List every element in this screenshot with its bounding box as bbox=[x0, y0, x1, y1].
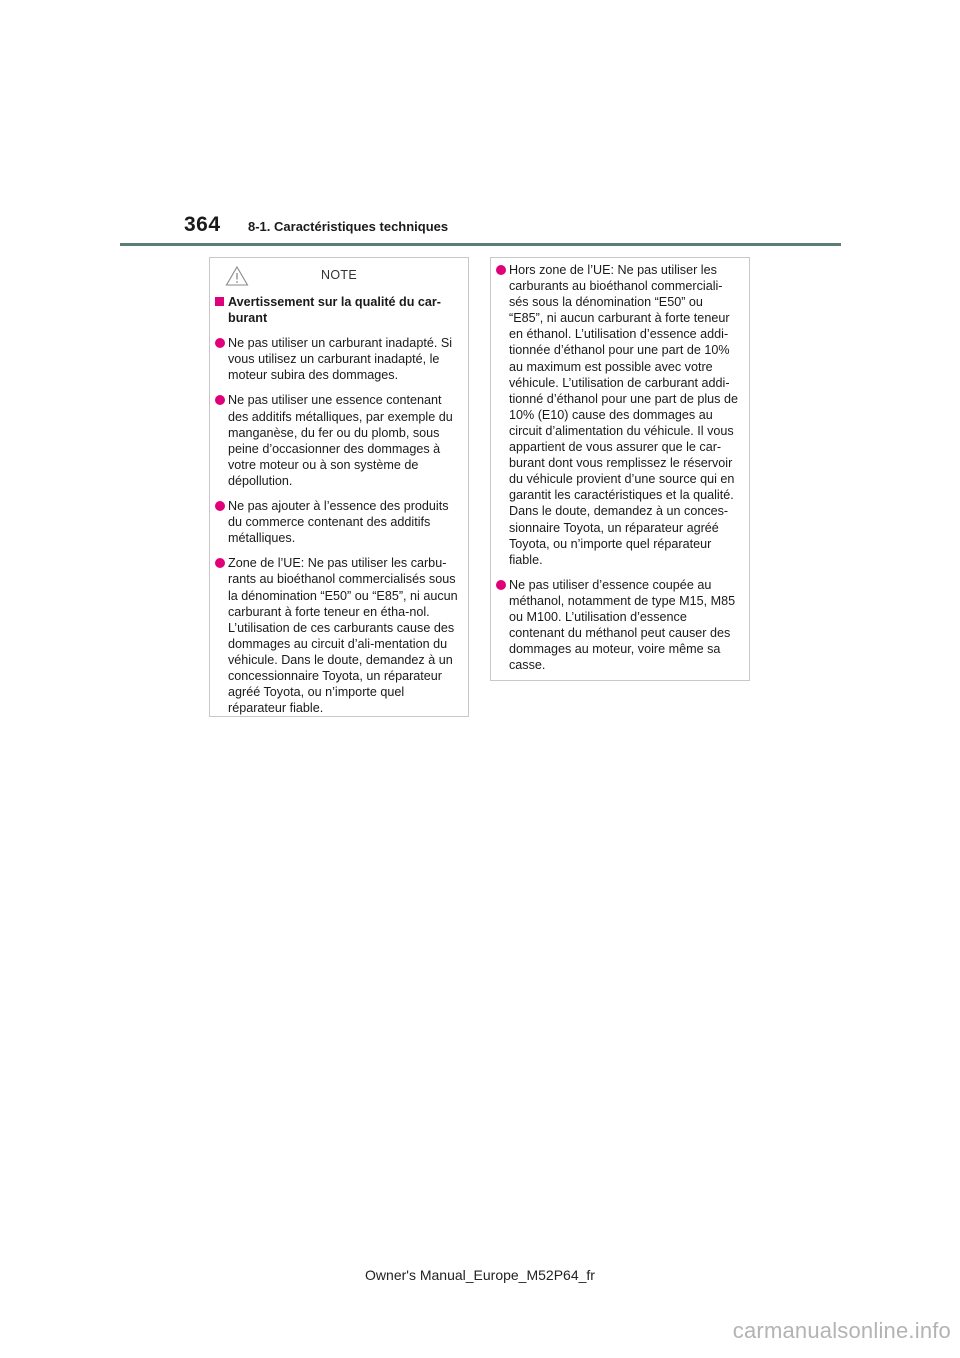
note-body-right bbox=[495, 262, 739, 682]
square-bullet-icon bbox=[215, 297, 224, 306]
note-box-right bbox=[490, 257, 750, 681]
note-box-left bbox=[209, 257, 469, 717]
list-item-text: Hors zone de l’UE: Ne pas utiliser les carburants au bioéthanol commerciali-sés sous la dénomination “E50” ou “E85”, ni aucun carburant à forte teneur en éthanol. L’utilisation d’essence addi-tionnée d’éthanol pour une part de 10% au maximum est possible avec votre véhicule. L’utilisation de carburant addi-tionné d’éthanol pour une part de plus de 10% (E10) cause des dommages au circuit d’alimentation du véhicule. Il vous appartient de vous assurer que le car-burant dont vous remplissez le réservoir du véhicule provient d’une source qui en garantit les caractéristiques et la qualité. Dans le doute, demandez à un conces-sionnaire Toyota, un réparateur agréé Toyota, ou n’importe quel réparateur fiable. bbox=[509, 263, 738, 567]
page-number: 364 bbox=[184, 213, 221, 236]
list-item-text: Ne pas utiliser d’essence coupée au méthanol, notamment de type M15, M85 ou M100. L’utilisation d’essence contenant du méthanol peut causer des dommages au moteur, voire même sa casse. bbox=[509, 577, 736, 673]
circle-bullet-icon bbox=[496, 265, 506, 275]
list-item bbox=[214, 335, 458, 383]
warning-triangle-icon bbox=[225, 265, 249, 287]
note-label: NOTE bbox=[321, 268, 357, 282]
circle-bullet-icon bbox=[496, 580, 506, 590]
circle-bullet-icon bbox=[215, 558, 225, 568]
list-item bbox=[214, 555, 458, 716]
circle-bullet-icon bbox=[215, 501, 225, 511]
list-item-text: Ne pas utiliser une essence contenant des additifs métalliques, par exemple du manganèse, du fer ou du plomb, sous peine d’occasionner des dommages à votre moteur ou à son système de dépollution. bbox=[228, 393, 453, 488]
note-heading-text: Avertissement sur la qualité du car-burant bbox=[228, 295, 441, 326]
list-item-text: Ne pas ajouter à l’essence des produits du commerce contenant des additifs métalliques. bbox=[228, 499, 449, 546]
watermark: carmanualsonline.info bbox=[732, 1318, 951, 1343]
circle-bullet-icon bbox=[215, 338, 225, 348]
list-item bbox=[214, 392, 458, 489]
list-item bbox=[495, 262, 739, 568]
section-title: 8-1. Caractéristiques techniques bbox=[248, 219, 449, 234]
list-item-text: Zone de l’UE: Ne pas utiliser les carbu-rants au bioéthanol commercialisés sous la dénomination “E50” ou “E85”, ni aucun carburant à forte teneur en étha-nol. L’utilisation de ces carburants cause des dommages au circuit d’ali-mentation du véhicule. Dans le doute, demandez à un concessionnaire Toyota, un réparateur agréé Toyota, ou n’importe quel réparateur fiable. bbox=[228, 556, 458, 716]
note-body-left bbox=[214, 294, 458, 725]
list-item bbox=[495, 577, 739, 674]
list-item-text: Ne pas utiliser un carburant inadapté. Si vous utilisez un carburant inadapté, le moteur subira des dommages. bbox=[228, 336, 453, 383]
list-item bbox=[214, 498, 458, 546]
circle-bullet-icon bbox=[215, 395, 225, 405]
footer-document-id: Owner's Manual_Europe_M52P64_fr bbox=[365, 1267, 595, 1283]
header-rule bbox=[120, 243, 841, 246]
note-header bbox=[210, 262, 468, 288]
note-heading bbox=[214, 294, 458, 326]
